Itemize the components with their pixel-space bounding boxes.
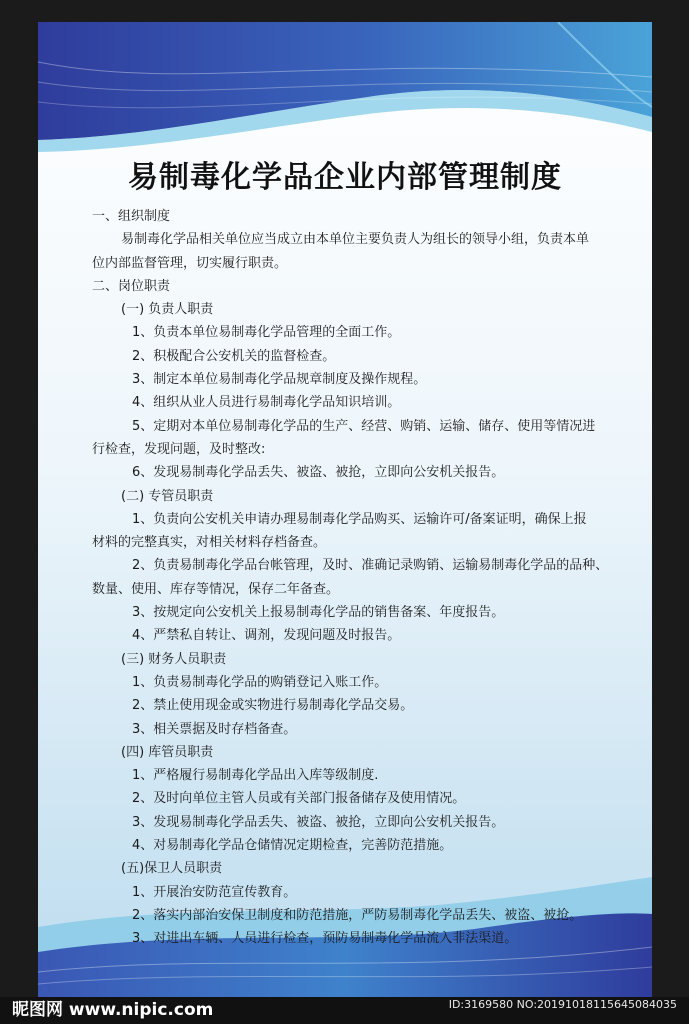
text-line: 3、制定本单位易制毒化学品规章制度及操作规程。	[132, 372, 427, 388]
text-line: 4、组织从业人员进行易制毒化学品知识培训。	[132, 395, 401, 411]
text-line: (五)保卫人员职责	[121, 861, 223, 877]
text-line: 3、对进出车辆、人员进行检查，预防易制毒化学品流入非法渠道。	[132, 931, 518, 947]
text-line: 1、负责易制毒化学品的购销登记入账工作。	[132, 674, 388, 690]
watermark-id: ID:3169580 NO:20191018115645084035	[448, 998, 677, 1011]
text-line: 2、负责易制毒化学品台帐管理，及时、准确记录购销、运输易制毒化学品的品种、	[132, 558, 609, 574]
text-line: 3、相关票据及时存档备查。	[132, 721, 297, 737]
text-line: 易制毒化学品相关单位应当成立由本单位主要负责人为组长的领导小组，负责本单	[121, 232, 590, 248]
poster	[38, 22, 652, 997]
regulation-body	[92, 205, 632, 951]
text-line: 位内部监督管理，切实履行职责。	[92, 255, 288, 271]
text-line: 5、定期对本单位易制毒化学品的生产、经营、购销、运输、储存、使用等情况进	[132, 418, 596, 434]
text-line: 1、严格履行易制毒化学品出入库等级制度.	[132, 768, 379, 784]
text-line: 4、严禁私自转让、调剂，发现问题及时报告。	[132, 628, 401, 644]
text-line: 2、禁止使用现金或实物进行易制毒化学品交易。	[132, 698, 414, 714]
text-line: 行检查，发现问题，及时整改:	[92, 441, 266, 457]
text-line: (二) 专管员职责	[121, 488, 214, 504]
text-line: 4、对易制毒化学品仓储情况定期检查，完善防范措施。	[132, 838, 453, 854]
text-line: (三) 财务人员职责	[121, 651, 227, 667]
text-line: (一) 负责人职责	[121, 302, 214, 318]
section-heading: 一、组织制度	[92, 209, 171, 224]
section-heading: 二、岗位职责	[92, 278, 171, 294]
text-line: (四) 库管员职责	[121, 744, 214, 760]
watermark-logo: 昵图网 www.nipic.com	[12, 1000, 214, 1020]
text-line: 数量、使用、库存等情况，保存二年备查。	[92, 581, 340, 597]
text-line: 1、负责本单位易制毒化学品管理的全面工作。	[132, 325, 401, 341]
text-line: 6、发现易制毒化学品丢失、被盗、被抢，立即向公安机关报告。	[132, 465, 505, 481]
text-line: 材料的完整真实，对相关材料存档备查。	[92, 535, 327, 551]
page-title: 易制毒化学品企业内部管理制度	[128, 160, 562, 195]
text-line: 1、开展治安防范宣传教育。	[132, 884, 297, 900]
text-line: 3、发现易制毒化学品丢失、被盗、被抢，立即向公安机关报告。	[132, 814, 505, 830]
text-line: 1、负责向公安机关申请办理易制毒化学品购买、运输许可/备案证明，确保上报	[132, 511, 587, 527]
text-line: 2、落实内部治安保卫制度和防范措施，严防易制毒化学品丢失、被盗、被抢。	[132, 907, 583, 923]
text-line: 3、按规定向公安机关上报易制毒化学品的销售备案、年度报告。	[132, 605, 505, 621]
text-line: 2、积极配合公安机关的监督检查。	[132, 348, 336, 364]
text-line: 2、及时向单位主管人员或有关部门报备储存及使用情况。	[132, 791, 466, 807]
